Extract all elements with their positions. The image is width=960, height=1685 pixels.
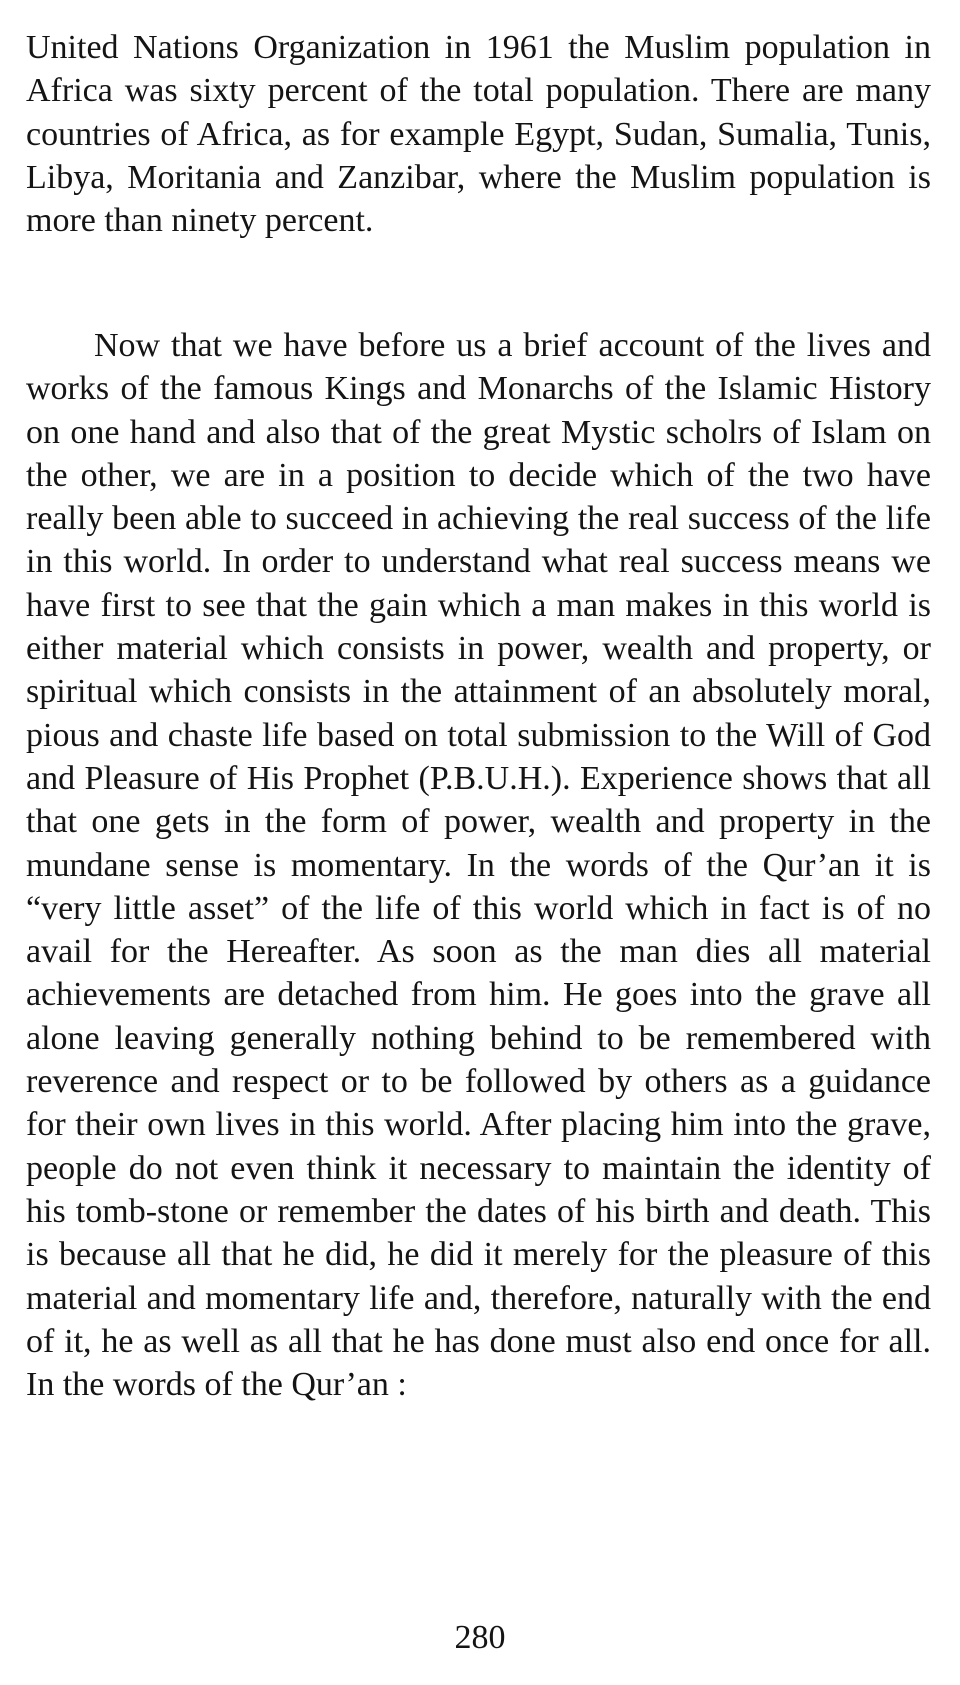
- paragraph-continuation: United Nations Organization in 1961 the Muslim population in Africa was sixty percent of the total population. There are many countries of Africa, as for example Egypt, Sudan, Sumalia, Tunis, Libya, Moritania and Zanzibar, where the Muslim population is more than ninety percent.: [26, 29, 931, 240]
- paragraph-main: Now that we have before us a brief account of the lives and works of the famous Kings and Monarchs of the Islamic History on one hand and also that of the great Mystic scholrs of Islam on the other, we are in a position to decide which of the two have really been able to succeed in achieving the real success of the life in this world. In order to understand what real success means we have first to see that the gain which a man makes in this world is either material which consists in power, wealth and property, or spiritual which consists in the attainment of an absolutely moral, pious and chaste life based on total submission to the Will of God and Pleasure of His Prophet (P.B.U.H.). Experience shows that all that one gets in the form of power, wealth and property in the mundane sense is momentary. In the words of the Qur’an it is “very little asset” of the life of this world which in fact is of no avail for the Hereafter. As soon as the man dies all material achievements are detached from him. He goes into the grave all alone leaving generally nothing behind to be remembered with reverence and respect or to be followed by others as a guidance for their own lives in this world. After placing him into the grave, people do not even think it necessary to maintain the identity of his tomb-stone or remember the dates of his birth and death. This is because all that he did, he did it merely for the pleasure of this material and momentary life and, therefore, naturally with the end of it, he as well as all that he has done must also end once for all. In the words of the Qur’an :: [26, 327, 931, 1404]
- page-number: 280: [454, 1619, 506, 1656]
